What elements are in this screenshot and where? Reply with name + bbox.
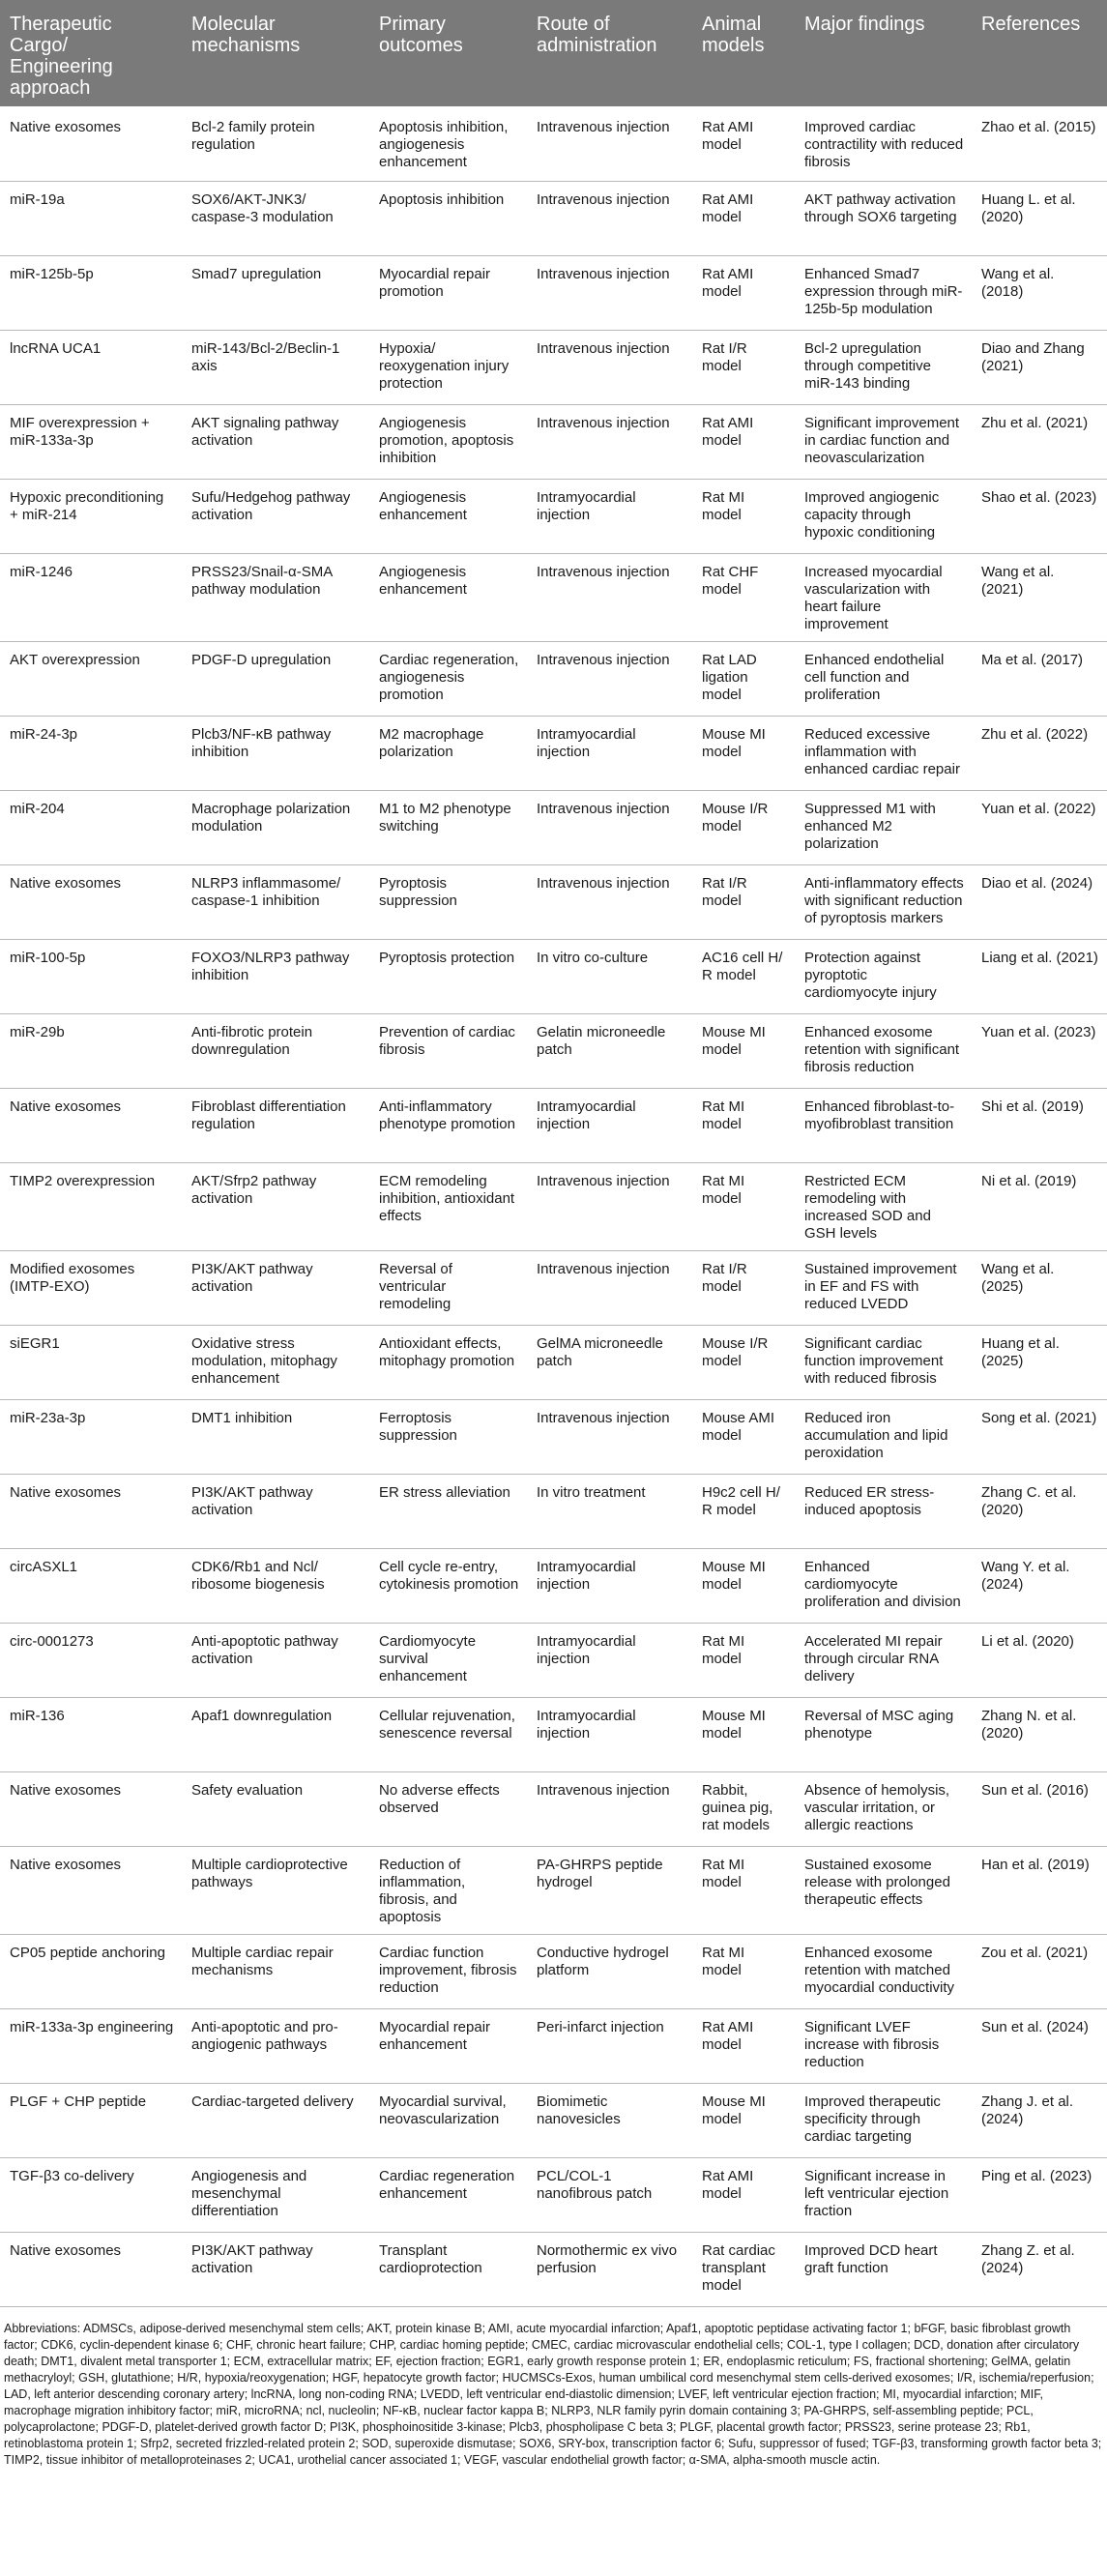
cell-mechanism: Bcl-2 family protein regulation: [182, 106, 369, 181]
cell-finding: Increased myocardial vascularization with heart failure improvement: [795, 553, 972, 641]
cell-animal-model: Rat MI model: [692, 1623, 795, 1697]
cell-animal-model: Mouse MI model: [692, 716, 795, 790]
cell-animal-model: Rat AMI model: [692, 106, 795, 181]
cell-reference: Zhang C. et al. (2020): [972, 1474, 1107, 1548]
cell-route: Intramyocardial injection: [527, 716, 692, 790]
cell-cargo: miR-136: [0, 1697, 182, 1771]
cell-animal-model: Mouse AMI model: [692, 1399, 795, 1474]
cell-animal-model: H9c2 cell H/ R model: [692, 1474, 795, 1548]
cell-cargo: PLGF + CHP peptide: [0, 2083, 182, 2157]
cell-outcome: Antioxidant effects, mitophagy promotion: [369, 1325, 527, 1399]
cell-mechanism: SOX6/AKT-JNK3/ caspase-3 modulation: [182, 181, 369, 255]
cell-cargo: Native exosomes: [0, 1088, 182, 1162]
table-row: [0, 1088, 1107, 1162]
cell-route: Intravenous injection: [527, 181, 692, 255]
table-row: [0, 2232, 1107, 2306]
cell-route: Intravenous injection: [527, 404, 692, 479]
cell-animal-model: Rat LAD ligation model: [692, 641, 795, 716]
cell-mechanism: CDK6/Rb1 and Ncl/ ribosome biogenesis: [182, 1548, 369, 1623]
cell-mechanism: Angiogenesis and mesenchymal differentiation: [182, 2157, 369, 2232]
cell-animal-model: Mouse I/R model: [692, 1325, 795, 1399]
cell-finding: Enhanced Smad7 expression through miR-125b-5p modulation: [795, 255, 972, 330]
cell-route: Intravenous injection: [527, 790, 692, 864]
cell-reference: Yuan et al. (2023): [972, 1013, 1107, 1088]
table-row: [0, 1548, 1107, 1623]
cell-animal-model: Rat I/R model: [692, 330, 795, 404]
cell-mechanism: NLRP3 inflammasome/ caspase-1 inhibition: [182, 864, 369, 939]
cell-finding: Protection against pyroptotic cardiomyocyte injury: [795, 939, 972, 1013]
cell-outcome: Prevention of cardiac fibrosis: [369, 1013, 527, 1088]
cell-outcome: Anti-inflammatory phenotype promotion: [369, 1088, 527, 1162]
cell-reference: Zhu et al. (2022): [972, 716, 1107, 790]
cell-outcome: Reduction of inflammation, fibrosis, and apoptosis: [369, 1846, 527, 1934]
cell-mechanism: Anti-apoptotic and pro-angiogenic pathways: [182, 2008, 369, 2083]
cell-mechanism: Smad7 upregulation: [182, 255, 369, 330]
cell-outcome: ECM remodeling inhibition, antioxidant effects: [369, 1162, 527, 1250]
table-header: [0, 0, 1107, 106]
cell-route: In vitro treatment: [527, 1474, 692, 1548]
table-body: [0, 106, 1107, 2306]
cell-reference: Ma et al. (2017): [972, 641, 1107, 716]
cell-mechanism: PI3K/AKT pathway activation: [182, 2232, 369, 2306]
cell-finding: Enhanced exosome retention with significant fibrosis reduction: [795, 1013, 972, 1088]
cell-animal-model: Rat AMI model: [692, 181, 795, 255]
cell-reference: Shi et al. (2019): [972, 1088, 1107, 1162]
cell-cargo: miR-1246: [0, 553, 182, 641]
cell-reference: Wang Y. et al. (2024): [972, 1548, 1107, 1623]
cell-outcome: Cellular rejuvenation, senescence reversal: [369, 1697, 527, 1771]
cell-mechanism: FOXO3/NLRP3 pathway inhibition: [182, 939, 369, 1013]
cell-route: GelMA microneedle patch: [527, 1325, 692, 1399]
cell-reference: Zhu et al. (2021): [972, 404, 1107, 479]
cell-reference: Liang et al. (2021): [972, 939, 1107, 1013]
table-row: [0, 641, 1107, 716]
cell-mechanism: Macrophage polarization modulation: [182, 790, 369, 864]
cell-cargo: CP05 peptide anchoring: [0, 1934, 182, 2008]
cell-cargo: Hypoxic preconditioning + miR-214: [0, 479, 182, 553]
cell-outcome: Cardiac function improvement, fibrosis reduction: [369, 1934, 527, 2008]
cell-reference: Zhao et al. (2015): [972, 106, 1107, 181]
cell-animal-model: Mouse MI model: [692, 1013, 795, 1088]
cell-route: Intramyocardial injection: [527, 1623, 692, 1697]
cell-mechanism: Anti-apoptotic pathway activation: [182, 1623, 369, 1697]
cell-animal-model: Rat MI model: [692, 1934, 795, 2008]
cell-finding: Sustained exosome release with prolonged therapeutic effects: [795, 1846, 972, 1934]
table-row: [0, 1474, 1107, 1548]
cell-cargo: TIMP2 overexpression: [0, 1162, 182, 1250]
cell-finding: AKT pathway activation through SOX6 targeting: [795, 181, 972, 255]
cell-route: PCL/COL-1 nanofibrous patch: [527, 2157, 692, 2232]
cell-finding: Reduced excessive inflammation with enhanced cardiac repair: [795, 716, 972, 790]
cell-reference: Huang L. et al. (2020): [972, 181, 1107, 255]
cell-animal-model: Rat I/R model: [692, 1250, 795, 1325]
cell-outcome: Pyroptosis suppression: [369, 864, 527, 939]
cell-mechanism: AKT signaling pathway activation: [182, 404, 369, 479]
cell-finding: Reversal of MSC aging phenotype: [795, 1697, 972, 1771]
cell-outcome: Transplant cardioprotection: [369, 2232, 527, 2306]
cell-cargo: circ-0001273: [0, 1623, 182, 1697]
table-row: [0, 2157, 1107, 2232]
cell-outcome: Hypoxia/ reoxygenation injury protection: [369, 330, 527, 404]
cell-mechanism: Apaf1 downregulation: [182, 1697, 369, 1771]
cell-outcome: Apoptosis inhibition: [369, 181, 527, 255]
table-row: [0, 1325, 1107, 1399]
cell-animal-model: Rat MI model: [692, 1162, 795, 1250]
cell-outcome: Angiogenesis enhancement: [369, 479, 527, 553]
table-row: [0, 1623, 1107, 1697]
cell-reference: Sun et al. (2024): [972, 2008, 1107, 2083]
cell-finding: Reduced ER stress-induced apoptosis: [795, 1474, 972, 1548]
cell-cargo: Native exosomes: [0, 1771, 182, 1846]
header-outcomes: Primary outcomes: [369, 0, 527, 106]
cell-outcome: M1 to M2 phenotype switching: [369, 790, 527, 864]
cell-outcome: Reversal of ventricular remodeling: [369, 1250, 527, 1325]
cell-cargo: siEGR1: [0, 1325, 182, 1399]
table-row: [0, 1162, 1107, 1250]
cell-cargo: Native exosomes: [0, 106, 182, 181]
cell-route: PA-GHRPS peptide hydrogel: [527, 1846, 692, 1934]
cell-finding: Enhanced exosome retention with matched myocardial conductivity: [795, 1934, 972, 2008]
cell-cargo: Native exosomes: [0, 864, 182, 939]
cell-reference: Li et al. (2020): [972, 1623, 1107, 1697]
cell-cargo: miR-24-3p: [0, 716, 182, 790]
cell-mechanism: Anti-fibrotic protein downregulation: [182, 1013, 369, 1088]
cell-animal-model: Rat I/R model: [692, 864, 795, 939]
cell-route: Intramyocardial injection: [527, 1548, 692, 1623]
table-row: [0, 255, 1107, 330]
cell-reference: Wang et al. (2025): [972, 1250, 1107, 1325]
cell-outcome: Myocardial repair enhancement: [369, 2008, 527, 2083]
cell-animal-model: Rat AMI model: [692, 2008, 795, 2083]
cell-reference: Wang et al. (2021): [972, 553, 1107, 641]
cell-outcome: Apoptosis inhibition, angiogenesis enhancement: [369, 106, 527, 181]
cell-route: Intravenous injection: [527, 1399, 692, 1474]
cell-outcome: ER stress alleviation: [369, 1474, 527, 1548]
cell-route: Intravenous injection: [527, 553, 692, 641]
cell-reference: Yuan et al. (2022): [972, 790, 1107, 864]
cell-finding: Absence of hemolysis, vascular irritation, or allergic reactions: [795, 1771, 972, 1846]
cell-finding: Enhanced endothelial cell function and proliferation: [795, 641, 972, 716]
table-row: [0, 1697, 1107, 1771]
cell-finding: Significant cardiac function improvement with reduced fibrosis: [795, 1325, 972, 1399]
cell-route: Intramyocardial injection: [527, 1697, 692, 1771]
cell-mechanism: Plcb3/NF-κB pathway inhibition: [182, 716, 369, 790]
cell-cargo: miR-204: [0, 790, 182, 864]
cell-reference: Ni et al. (2019): [972, 1162, 1107, 1250]
cell-animal-model: Rat AMI model: [692, 255, 795, 330]
table-row: [0, 2008, 1107, 2083]
cell-animal-model: Rabbit, guinea pig, rat models: [692, 1771, 795, 1846]
cell-finding: Bcl-2 upregulation through competitive miR-143 binding: [795, 330, 972, 404]
cell-reference: Song et al. (2021): [972, 1399, 1107, 1474]
cell-cargo: Modified exosomes (IMTP-EXO): [0, 1250, 182, 1325]
table-row: [0, 330, 1107, 404]
cell-animal-model: Mouse MI model: [692, 1548, 795, 1623]
cell-outcome: Cardiac regeneration enhancement: [369, 2157, 527, 2232]
table-row: [0, 1399, 1107, 1474]
cell-route: Normothermic ex vivo perfusion: [527, 2232, 692, 2306]
cell-route: Intravenous injection: [527, 641, 692, 716]
table-row: [0, 1846, 1107, 1934]
cell-mechanism: PI3K/AKT pathway activation: [182, 1474, 369, 1548]
abbreviations-footnote: Abbreviations: ADMSCs, adipose-derived mesenchymal stem cells; AKT, protein kinase B; AMI, acute myocardial infarction; Apaf1, apoptotic peptidase activating factor 1; bFGF, basic fibroblast growth factor; CDK6, cyclin-dependent kinase 6; CHF, chronic heart failure; CHP, cardiac homing peptide; CMEC, cardiac microvascular endothelial cells; COL-1, type I collagen; DCD, donation after circulatory death; DMT1, divalent metal transporter 1; ECM, extracellular matrix; EF, ejection fraction; EGR1, early growth response protein 1; ER, endoplasmic reticulum; FS, fractional shortening; GelMA, gelatin methacryloyl; GSH, glutathione; H/R, hypoxia/reoxygenation; HGF, hepatocyte growth factor; HUCMSCs-Exos, human umbilical cord mesenchymal stem cells-derived exosomes; I/R, ischemia/reperfusion; LAD, left anterior descending coronary artery; lncRNA, long non-coding RNA; LVEDD, left ventricular end-diastolic dimension; LVEF, left ventricular ejection fraction; MI, myocardial infarction; MIF, macrophage migration inhibitory factor; miR, microRNA; ncl, nucleolin; NF-κB, nuclear factor kappa B; NLRP3, NLR family pyrin domain containing 3; PA-GHRPS, self-assembling peptide; PCL, polycaprolactone; PDGF-D, platelet-derived growth factor D; PI3K, phosphoinositide 3-kinase; Plcb3, phospholipase C beta 3; PLGF, placental growth factor; PRSS23, serine protease 23; Rb1, retinoblastoma protein 1; Sfrp2, secreted frizzled-related protein 2; SOD, superoxide dismutase; SOX6, SRY-box, transcription factor 6; Sufu, suppressor of fused; TGF-β3, transforming growth factor beta 3; TIMP2, tissue inhibitor of metalloproteinases 2; UCA1, urothelial cancer associated 1; VEGF, vascular endothelial growth factor; α-SMA, alpha-smooth muscle actin.: [4, 2321, 1102, 2467]
cell-mechanism: Fibroblast differentiation regulation: [182, 1088, 369, 1162]
cell-route: In vitro co-culture: [527, 939, 692, 1013]
cell-animal-model: Rat MI model: [692, 1088, 795, 1162]
cell-animal-model: Mouse I/R model: [692, 790, 795, 864]
cell-finding: Enhanced fibroblast-to-myofibroblast transition: [795, 1088, 972, 1162]
cell-animal-model: Rat CHF model: [692, 553, 795, 641]
cell-finding: Restricted ECM remodeling with increased SOD and GSH levels: [795, 1162, 972, 1250]
cell-outcome: Pyroptosis protection: [369, 939, 527, 1013]
cell-finding: Improved cardiac contractility with reduced fibrosis: [795, 106, 972, 181]
header-findings: Major findings: [795, 0, 972, 106]
cell-reference: Wang et al. (2018): [972, 255, 1107, 330]
cell-mechanism: Multiple cardiac repair mechanisms: [182, 1934, 369, 2008]
cell-mechanism: PRSS23/Snail-α-SMA pathway modulation: [182, 553, 369, 641]
table-row: [0, 479, 1107, 553]
cell-outcome: Angiogenesis promotion, apoptosis inhibition: [369, 404, 527, 479]
table-row: [0, 716, 1107, 790]
cell-mechanism: AKT/Sfrp2 pathway activation: [182, 1162, 369, 1250]
cell-mechanism: DMT1 inhibition: [182, 1399, 369, 1474]
cell-finding: Significant LVEF increase with fibrosis reduction: [795, 2008, 972, 2083]
cell-cargo: Native exosomes: [0, 1474, 182, 1548]
cell-cargo: MIF overexpression + miR-133a-3p: [0, 404, 182, 479]
cell-mechanism: miR-143/Bcl-2/Beclin-1 axis: [182, 330, 369, 404]
cell-reference: Zhang Z. et al. (2024): [972, 2232, 1107, 2306]
cell-reference: Zhang N. et al. (2020): [972, 1697, 1107, 1771]
cell-mechanism: Sufu/Hedgehog pathway activation: [182, 479, 369, 553]
table-row: [0, 790, 1107, 864]
cell-cargo: miR-125b-5p: [0, 255, 182, 330]
cell-outcome: M2 macrophage polarization: [369, 716, 527, 790]
table-row: [0, 553, 1107, 641]
cell-finding: Improved therapeutic specificity through cardiac targeting: [795, 2083, 972, 2157]
header-route: Route of administration: [527, 0, 692, 106]
cell-outcome: Cell cycle re-entry, cytokinesis promotion: [369, 1548, 527, 1623]
cell-finding: Enhanced cardiomyocyte proliferation and division: [795, 1548, 972, 1623]
cell-reference: Zhang J. et al. (2024): [972, 2083, 1107, 2157]
cell-route: Gelatin microneedle patch: [527, 1013, 692, 1088]
cell-outcome: Myocardial survival, neovascularization: [369, 2083, 527, 2157]
table-row: [0, 106, 1107, 181]
cell-cargo: miR-19a: [0, 181, 182, 255]
cell-reference: Huang et al. (2025): [972, 1325, 1107, 1399]
cell-finding: Accelerated MI repair through circular RNA delivery: [795, 1623, 972, 1697]
table-row: [0, 1771, 1107, 1846]
cell-mechanism: Oxidative stress modulation, mitophagy enhancement: [182, 1325, 369, 1399]
cell-mechanism: Multiple cardioprotective pathways: [182, 1846, 369, 1934]
header-mechanisms: Molecular mechanisms: [182, 0, 369, 106]
cell-outcome: Cardiac regeneration, angiogenesis promotion: [369, 641, 527, 716]
table-row: [0, 939, 1107, 1013]
cell-outcome: Angiogenesis enhancement: [369, 553, 527, 641]
cell-route: Intramyocardial injection: [527, 479, 692, 553]
table-row: [0, 1013, 1107, 1088]
table-row: [0, 181, 1107, 255]
cell-finding: Reduced iron accumulation and lipid peroxidation: [795, 1399, 972, 1474]
cell-mechanism: PDGF-D upregulation: [182, 641, 369, 716]
cell-cargo: Native exosomes: [0, 2232, 182, 2306]
header-animal-models: Animal models: [692, 0, 795, 106]
cell-cargo: TGF-β3 co-delivery: [0, 2157, 182, 2232]
cell-animal-model: AC16 cell H/ R model: [692, 939, 795, 1013]
cell-route: Biomimetic nanovesicles: [527, 2083, 692, 2157]
cell-finding: Improved DCD heart graft function: [795, 2232, 972, 2306]
cell-cargo: lncRNA UCA1: [0, 330, 182, 404]
cell-reference: Zou et al. (2021): [972, 1934, 1107, 2008]
cell-animal-model: Rat AMI model: [692, 404, 795, 479]
cell-outcome: Cardiomyocyte survival enhancement: [369, 1623, 527, 1697]
cell-outcome: Myocardial repair promotion: [369, 255, 527, 330]
cell-route: Intravenous injection: [527, 1250, 692, 1325]
cell-route: Intravenous injection: [527, 864, 692, 939]
cell-animal-model: Rat AMI model: [692, 2157, 795, 2232]
cell-cargo: circASXL1: [0, 1548, 182, 1623]
cell-reference: Ping et al. (2023): [972, 2157, 1107, 2232]
cell-finding: Significant increase in left ventricular ejection fraction: [795, 2157, 972, 2232]
cell-route: Intravenous injection: [527, 1162, 692, 1250]
cell-finding: Significant improvement in cardiac function and neovascularization: [795, 404, 972, 479]
cell-route: Intravenous injection: [527, 255, 692, 330]
table-row: [0, 2083, 1107, 2157]
cell-animal-model: Mouse MI model: [692, 1697, 795, 1771]
cell-cargo: miR-29b: [0, 1013, 182, 1088]
cell-route: Peri-infarct injection: [527, 2008, 692, 2083]
cell-route: Intramyocardial injection: [527, 1088, 692, 1162]
table-row: [0, 1250, 1107, 1325]
table-row: [0, 404, 1107, 479]
cell-finding: Suppressed M1 with enhanced M2 polarization: [795, 790, 972, 864]
cell-outcome: No adverse effects observed: [369, 1771, 527, 1846]
cell-mechanism: Safety evaluation: [182, 1771, 369, 1846]
header-references: References: [972, 0, 1107, 106]
cell-cargo: AKT overexpression: [0, 641, 182, 716]
cell-cargo: miR-23a-3p: [0, 1399, 182, 1474]
header-cargo: Therapeutic Cargo/ Engineering approach: [0, 0, 182, 106]
cell-reference: Sun et al. (2016): [972, 1771, 1107, 1846]
cell-animal-model: Rat cardiac transplant model: [692, 2232, 795, 2306]
cell-finding: Anti-inflammatory effects with significant reduction of pyroptosis markers: [795, 864, 972, 939]
cell-cargo: miR-100-5p: [0, 939, 182, 1013]
table-row: [0, 864, 1107, 939]
header-row: [0, 0, 1107, 106]
cell-animal-model: Mouse MI model: [692, 2083, 795, 2157]
cell-animal-model: Rat MI model: [692, 479, 795, 553]
cell-animal-model: Rat MI model: [692, 1846, 795, 1934]
cell-route: Intravenous injection: [527, 106, 692, 181]
cell-route: Conductive hydrogel platform: [527, 1934, 692, 2008]
cell-reference: Han et al. (2019): [972, 1846, 1107, 1934]
cell-reference: Diao and Zhang (2021): [972, 330, 1107, 404]
cell-reference: Diao et al. (2024): [972, 864, 1107, 939]
cell-outcome: Ferroptosis suppression: [369, 1399, 527, 1474]
table-row: [0, 1934, 1107, 2008]
cell-mechanism: Cardiac-targeted delivery: [182, 2083, 369, 2157]
cell-reference: Shao et al. (2023): [972, 479, 1107, 553]
cell-route: Intravenous injection: [527, 1771, 692, 1846]
cell-mechanism: PI3K/AKT pathway activation: [182, 1250, 369, 1325]
cell-finding: Improved angiogenic capacity through hypoxic conditioning: [795, 479, 972, 553]
cell-cargo: Native exosomes: [0, 1846, 182, 1934]
cell-finding: Sustained improvement in EF and FS with reduced LVEDD: [795, 1250, 972, 1325]
cell-route: Intravenous injection: [527, 330, 692, 404]
cell-cargo: miR-133a-3p engineering: [0, 2008, 182, 2083]
